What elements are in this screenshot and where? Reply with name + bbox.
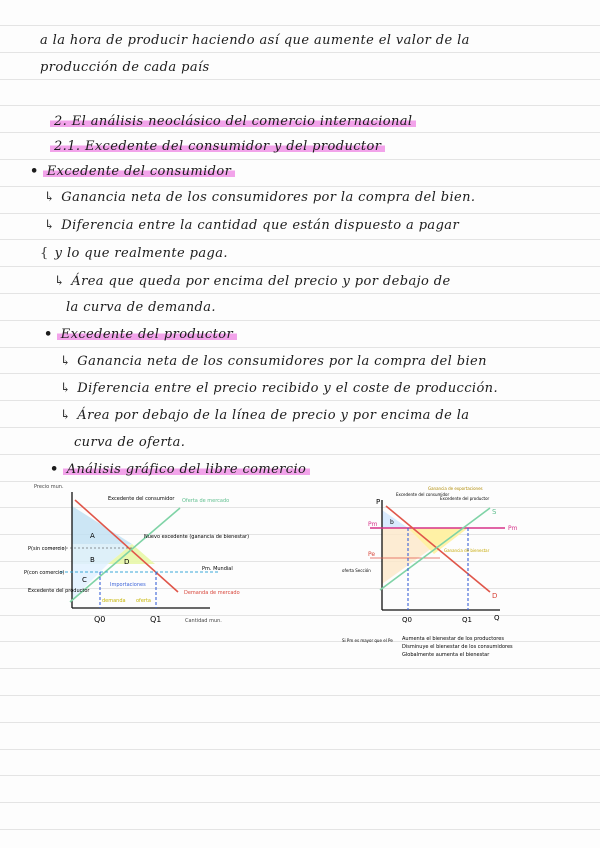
notebook-rule xyxy=(0,159,600,160)
bullet-icon: • xyxy=(44,327,53,342)
notebook-rule xyxy=(0,802,600,803)
consumer-surplus-title-text: Excedente del consumidor xyxy=(43,164,236,179)
notebook-rule xyxy=(0,293,600,294)
export-gain-note: Ganancia de exportaciones xyxy=(428,486,483,491)
list-item-text: Diferencia entre el precio recibido y el coste de producción. xyxy=(77,381,498,396)
supply-label: Oferta de mercado xyxy=(182,498,230,504)
equilibrium-price-label: Pe xyxy=(368,551,376,558)
trade-price-label: P(con comercio) xyxy=(24,570,65,576)
list-item: curva de oferta. xyxy=(74,435,186,450)
notebook-rule xyxy=(0,239,600,240)
notebook-rule xyxy=(0,266,600,267)
analysis-title xyxy=(50,462,310,477)
producer-surplus-title xyxy=(44,327,237,342)
producer-surplus-note: Excedente del productor xyxy=(440,496,490,501)
q0-label: Q0 xyxy=(94,615,106,624)
q0-label: Q0 xyxy=(402,616,412,624)
arrow-icon: ↳ xyxy=(60,408,72,423)
arrow-icon: ↳ xyxy=(44,218,56,233)
notebook-rule xyxy=(0,775,600,776)
list-item xyxy=(44,190,475,205)
imports-label: Importaciones xyxy=(110,582,146,588)
arrow-icon: ↳ xyxy=(60,381,72,396)
autarky-price-label: P(sin comercio) xyxy=(28,546,67,552)
list-item xyxy=(54,274,451,289)
section-heading xyxy=(50,114,416,129)
text-line: a la hora de producir haciendo así que aumente el valor de la xyxy=(40,33,470,48)
notebook-rule xyxy=(0,749,600,750)
producer-surplus-title-text: Excedente del productor xyxy=(57,327,237,342)
notebook-rule xyxy=(0,25,600,26)
notebook-rule xyxy=(0,400,600,401)
point-b-label: b xyxy=(390,519,394,526)
offer-note: oferta xyxy=(136,598,151,604)
list-item-text: Ganancia neta de los consumidores por la compra del bien xyxy=(77,354,487,369)
bullet-icon: • xyxy=(50,462,59,477)
notebook-rule xyxy=(0,186,600,187)
subsection-heading-text: 2.1. Excedente del consumidor y del productor xyxy=(50,139,385,154)
list-item xyxy=(60,408,469,423)
notebook-rule xyxy=(0,347,600,348)
conclusion-head: Si Pm es mayor que el Pe xyxy=(342,638,393,643)
notebook-rule xyxy=(0,52,600,53)
x-axis-label: Cantidad mun. xyxy=(185,618,222,624)
area-label: D xyxy=(124,558,130,566)
brace-icon: { xyxy=(40,246,49,261)
list-item-text: y lo que realmente paga. xyxy=(54,246,228,261)
conclusion-item: Aumenta el bienestar de los productores xyxy=(402,636,504,642)
q1-label: Q1 xyxy=(462,616,472,624)
notebook-rule xyxy=(0,213,600,214)
list-item-text: Ganancia neta de los consumidores por la compra del bien. xyxy=(61,190,476,205)
list-item: la curva de demanda. xyxy=(66,300,216,315)
consumer-surplus-note: Excedente del consumidor xyxy=(396,492,450,497)
arrow-icon: ↳ xyxy=(54,274,66,289)
notebook-rule xyxy=(0,105,600,106)
subsection-heading xyxy=(50,139,385,154)
list-item-text: Diferencia entre la cantidad que están dispuesto a pagar xyxy=(61,218,460,233)
area-label: B xyxy=(90,556,95,564)
demand-note: demanda xyxy=(102,598,126,604)
notebook-rule xyxy=(0,427,600,428)
list-item xyxy=(60,354,487,369)
consumer-surplus-title xyxy=(30,164,235,179)
list-item xyxy=(60,381,498,396)
demand-label: Demanda de mercado xyxy=(184,590,240,596)
world-price-label: Pm. Mundial xyxy=(202,566,233,572)
q1-label: Q1 xyxy=(150,615,162,624)
text-line: producción de cada país xyxy=(40,60,210,75)
bullet-icon: • xyxy=(30,164,39,179)
section-heading-text: 2. El análisis neoclásico del comercio internacional xyxy=(50,114,416,129)
conclusion-item: Disminuye el bienestar de los consumidores xyxy=(402,644,513,650)
notebook-rule xyxy=(0,695,600,696)
supply-note: oferta Sección xyxy=(342,568,371,573)
demand-label: D xyxy=(492,592,498,600)
list-item xyxy=(44,218,459,233)
conclusion-item: Globalmente aumenta el bienestar xyxy=(402,652,490,658)
supply-label: S xyxy=(492,508,497,516)
consumer-surplus-note: Excedente del consumidor xyxy=(108,496,175,502)
notebook-rule xyxy=(0,373,600,374)
welfare-gain-note: Nuevo excedente (ganancia de bienestar) xyxy=(144,534,250,540)
arrow-icon: ↳ xyxy=(60,354,72,369)
area-c xyxy=(72,564,108,600)
list-item-text: Área por debajo de la línea de precio y por encima de la xyxy=(77,408,470,423)
list-item-text: Área que queda por encima del precio y por debajo de xyxy=(71,274,451,289)
notebook-rule xyxy=(0,79,600,80)
world-price-label: Pm xyxy=(368,521,378,528)
free-trade-graph-import xyxy=(20,480,270,630)
list-item xyxy=(40,246,228,261)
producer-surplus-note: Excedente del productor xyxy=(28,588,90,594)
free-trade-graph-export xyxy=(340,480,560,670)
world-price-label-right: Pm xyxy=(508,525,518,532)
analysis-title-text: Análisis gráfico del libre comercio xyxy=(63,462,311,477)
area-label: A xyxy=(90,532,95,540)
arrow-icon: ↳ xyxy=(44,190,56,205)
notebook-rule xyxy=(0,132,600,133)
price-axis-label: P xyxy=(376,498,381,506)
y-axis-label: Precio mun. xyxy=(34,484,64,490)
notebook-rule xyxy=(0,454,600,455)
q-axis-label: Q xyxy=(494,614,500,622)
welfare-gain-note: Ganancia de bienestar xyxy=(444,548,490,553)
notebook-rule xyxy=(0,320,600,321)
area-label: C xyxy=(82,576,87,584)
notebook-rule xyxy=(0,829,600,830)
notebook-rule xyxy=(0,722,600,723)
